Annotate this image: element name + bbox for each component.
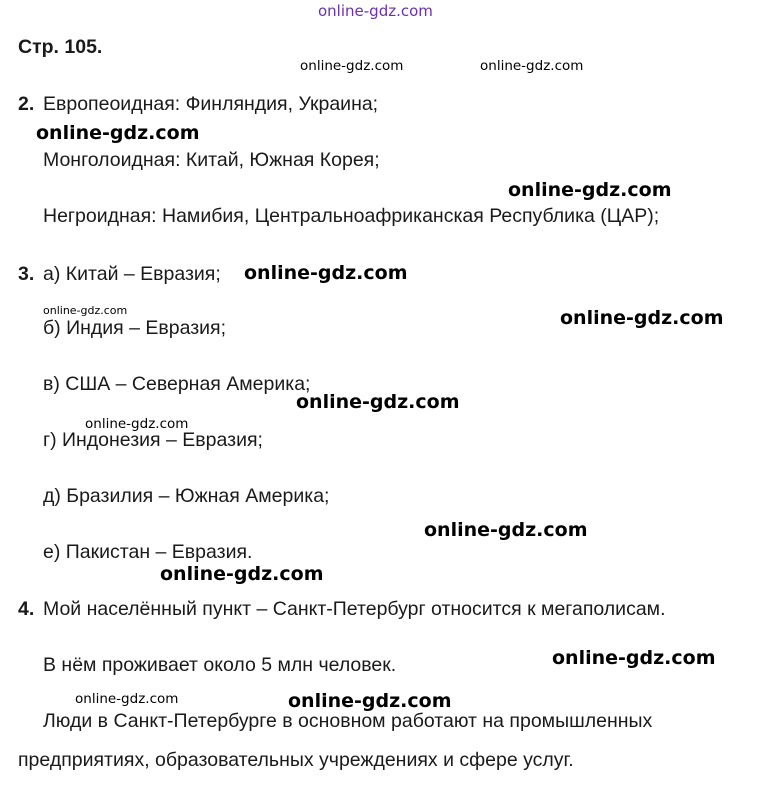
watermark: online-gdz.com: [75, 691, 179, 707]
watermark: online-gdz.com: [160, 563, 324, 585]
watermark: online-gdz.com: [85, 416, 189, 432]
task-3-item: г) Индонезия – Евразия;: [43, 429, 263, 451]
watermark: online-gdz.com: [300, 58, 404, 74]
task-3-item: е) Пакистан – Евразия.: [43, 541, 253, 563]
watermark: online-gdz.com: [244, 262, 408, 284]
task-3-number: 3.: [18, 263, 35, 285]
task-3-item: в) США – Северная Америка;: [43, 373, 311, 395]
watermark: online-gdz.com: [552, 647, 716, 669]
page-label: Стр. 105.: [18, 36, 103, 58]
task-4-line-1: Мой населённый пункт – Санкт-Петербург относится к мегаполисам.: [43, 598, 666, 620]
task-3-item: а) Китай – Евразия;: [43, 263, 221, 285]
watermark: online-gdz.com: [43, 304, 128, 317]
task-3-item: д) Бразилия – Южная Америка;: [43, 485, 330, 507]
task-2-line-3: Негроидная: Намибия, Центральноафриканская Республика (ЦАР);: [43, 205, 660, 227]
watermark: online-gdz.com: [480, 58, 584, 74]
watermark-top: online-gdz.com: [318, 2, 433, 20]
watermark: online-gdz.com: [288, 690, 452, 712]
watermark: online-gdz.com: [560, 307, 724, 329]
task-4-line-2: В нём проживает около 5 млн человек.: [43, 654, 397, 676]
task-2-number: 2.: [18, 93, 35, 115]
task-2-line-1: Европеоидная: Финляндия, Украина;: [43, 93, 379, 115]
task-3-item: б) Индия – Евразия;: [43, 317, 227, 339]
watermark: online-gdz.com: [36, 122, 200, 144]
task-4-line-4: предприятиях, образовательных учреждениях и сфере услуг.: [18, 749, 574, 771]
watermark: online-gdz.com: [424, 519, 588, 541]
watermark: online-gdz.com: [296, 391, 460, 413]
task-4-line-3: Люди в Санкт-Петербурге в основном работают на промышленных: [43, 710, 653, 732]
task-2-line-2: Монголоидная: Китай, Южная Корея;: [43, 149, 380, 171]
task-4-number: 4.: [18, 598, 35, 620]
watermark: online-gdz.com: [508, 179, 672, 201]
